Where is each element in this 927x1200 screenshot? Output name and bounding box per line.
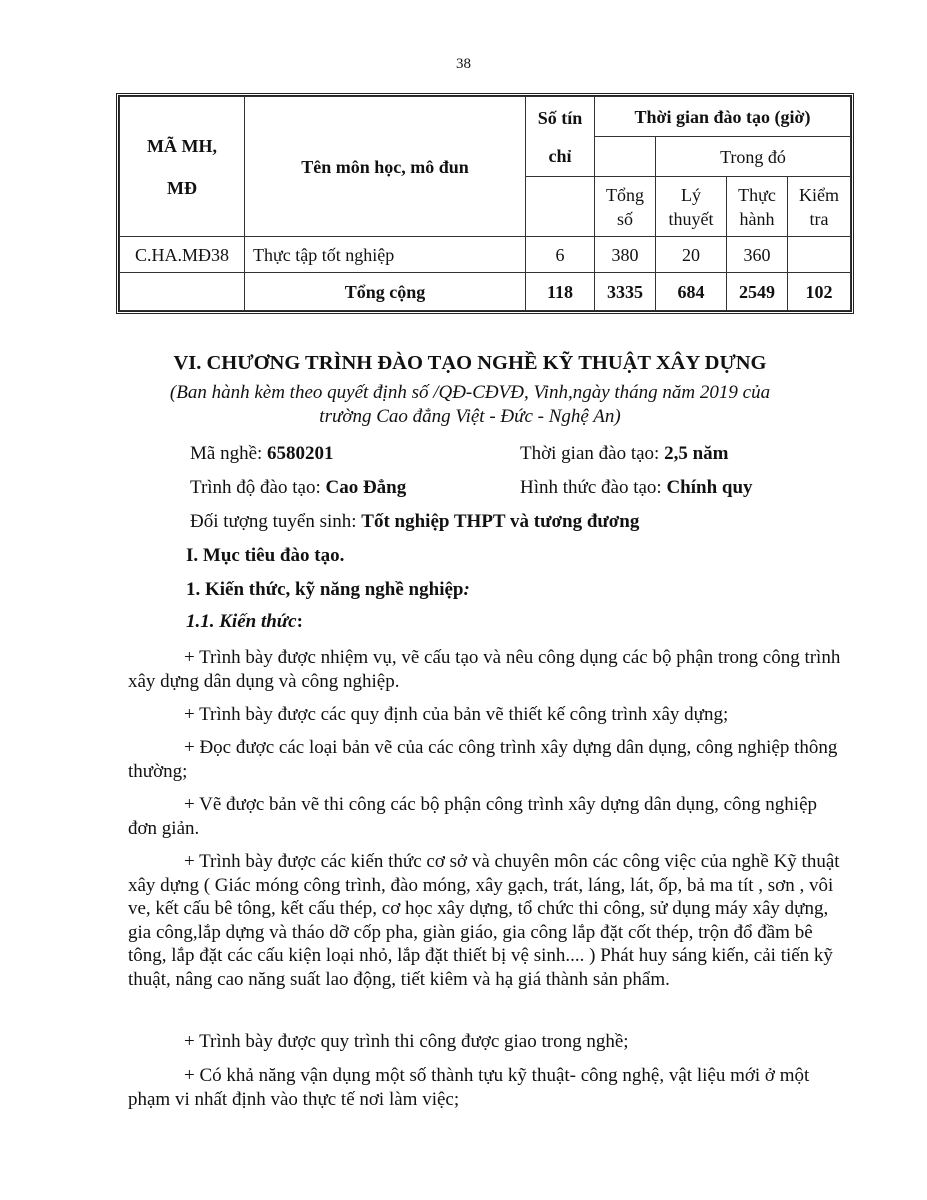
cell-ten: Thực tập tốt nghiệp bbox=[245, 237, 526, 273]
paragraph-6: + Trình bày được quy trình thi công được giao trong nghề; bbox=[184, 1031, 629, 1052]
ma-nghe: Mã nghề: 6580201 bbox=[190, 443, 334, 464]
cell-total-kiem-tra: 102 bbox=[788, 273, 851, 311]
section-title: VI. CHƯƠNG TRÌNH ĐÀO TẠO NGHỀ KỸ THUẬT XÂY DỰNG bbox=[173, 352, 767, 374]
paragraph-3: + Đọc được các loại bản vẽ của các công trình xây dựng dân dụng, công nghiệp thông thường; bbox=[128, 737, 838, 782]
header-trong-do: Trong đó bbox=[656, 137, 851, 177]
section-subtitle: (Ban hành kèm theo quyết định số /QĐ-CĐVĐ, Vinh,ngày tháng năm 2019 của trường Cao đẳng Việt - Đức - Nghệ An) bbox=[169, 382, 771, 427]
cell-total-tin-chi: 118 bbox=[526, 273, 595, 311]
header-thuc-hanh: Thực hành bbox=[727, 177, 788, 237]
paragraph-2: + Trình bày được các quy định của bản vẽ thiết kế công trình xây dựng; bbox=[184, 704, 729, 725]
paragraph-4: + Vẽ được bản vẽ thi công các bộ phận công trình xây dựng dân dụng, công nghiệp đơn giản. bbox=[128, 794, 818, 839]
cell-total-tong: 3335 bbox=[595, 273, 656, 311]
heading-kien-thuc: 1.1. Kiến thức: bbox=[186, 611, 303, 632]
header-kiem-tra: Kiểm tra bbox=[788, 177, 851, 237]
doi-tuong-tuyen-sinh: Đối tượng tuyển sinh: Tốt nghiệp THPT và tương đương bbox=[190, 511, 640, 532]
cell-total-empty bbox=[120, 273, 245, 311]
total-row bbox=[120, 273, 851, 311]
header-empty bbox=[595, 137, 656, 177]
heading-muc-tieu: I. Mục tiêu đào tạo. bbox=[186, 545, 345, 566]
header-ten-mon: Tên môn học, mô đun bbox=[245, 97, 526, 237]
cell-ma: C.HA.MĐ38 bbox=[120, 237, 245, 273]
header-so-tin-chi: Số tín chỉ bbox=[526, 97, 595, 177]
cell-total-ly-thuyet: 684 bbox=[656, 273, 727, 311]
hinh-thuc-dao-tao: Hình thức đào tạo: Chính quy bbox=[520, 477, 753, 498]
cell-total-label: Tổng cộng bbox=[245, 273, 526, 311]
paragraph-1: + Trình bày được nhiệm vụ, vẽ cấu tạo và nêu công dụng các bộ phận trong công trình xây dựng dân dụng và công nghiệp. bbox=[128, 647, 841, 692]
cell-ly-thuyet: 20 bbox=[656, 237, 727, 273]
cell-kiem-tra bbox=[788, 237, 851, 273]
heading-kien-thuc-ky-nang: 1. Kiến thức, kỹ năng nghề nghiệp: bbox=[186, 579, 470, 600]
header-ly-thuyet: Lý thuyết bbox=[656, 177, 727, 237]
header-tong-so: Tổng số bbox=[595, 177, 656, 237]
thoi-gian-dao-tao: Thời gian đào tạo: 2,5 năm bbox=[520, 443, 729, 464]
cell-thuc-hanh: 360 bbox=[727, 237, 788, 273]
cell-tin-chi: 6 bbox=[526, 237, 595, 273]
page-number: 38 bbox=[456, 56, 471, 72]
paragraph-5: + Trình bày được các kiến thức cơ sở và chuyên môn các công việc của nghề Kỹ thuật xây dựng ( Giác móng công trình, đào móng, xây gạch, trát, láng, lát, ốp, bả ma tít , sơn , vôi ve, kết cấu bê tông, kết cấu thép, cơ học xây dựng, tổ chức thi công, sử dụng máy xây dựng, gia công,lắp dựng và tháo dỡ cốp pha, giàn giáo, gia công lắp đặt cốt thép, trộn đổ đầm bê tông, lắp đặt các cấu kiện loại nhỏ, lắp đặt thiết bị vệ sinh.... ) Phát huy sáng kiến, cải tiến kỹ thuật, nâng cao năng suất lao động, tiết kiêm và hạ giá thành sản phẩm. bbox=[128, 851, 840, 990]
header-thoi-gian: Thời gian đào tạo (giờ) bbox=[595, 97, 851, 137]
header-blank bbox=[526, 177, 595, 237]
cell-tong: 380 bbox=[595, 237, 656, 273]
paragraph-7: + Có khả năng vận dụng một số thành tựu kỹ thuật- công nghệ, vật liệu mới ở một phạm vi nhất định vào thực tế nơi làm việc; bbox=[128, 1065, 810, 1110]
curriculum-table bbox=[116, 93, 854, 314]
table-row bbox=[120, 237, 851, 273]
cell-total-thuc-hanh: 2549 bbox=[727, 273, 788, 311]
header-ma-mh: MÃ MH, MĐ bbox=[120, 97, 245, 237]
trinh-do-dao-tao: Trình độ đào tạo: Cao Đẳng bbox=[190, 477, 407, 498]
